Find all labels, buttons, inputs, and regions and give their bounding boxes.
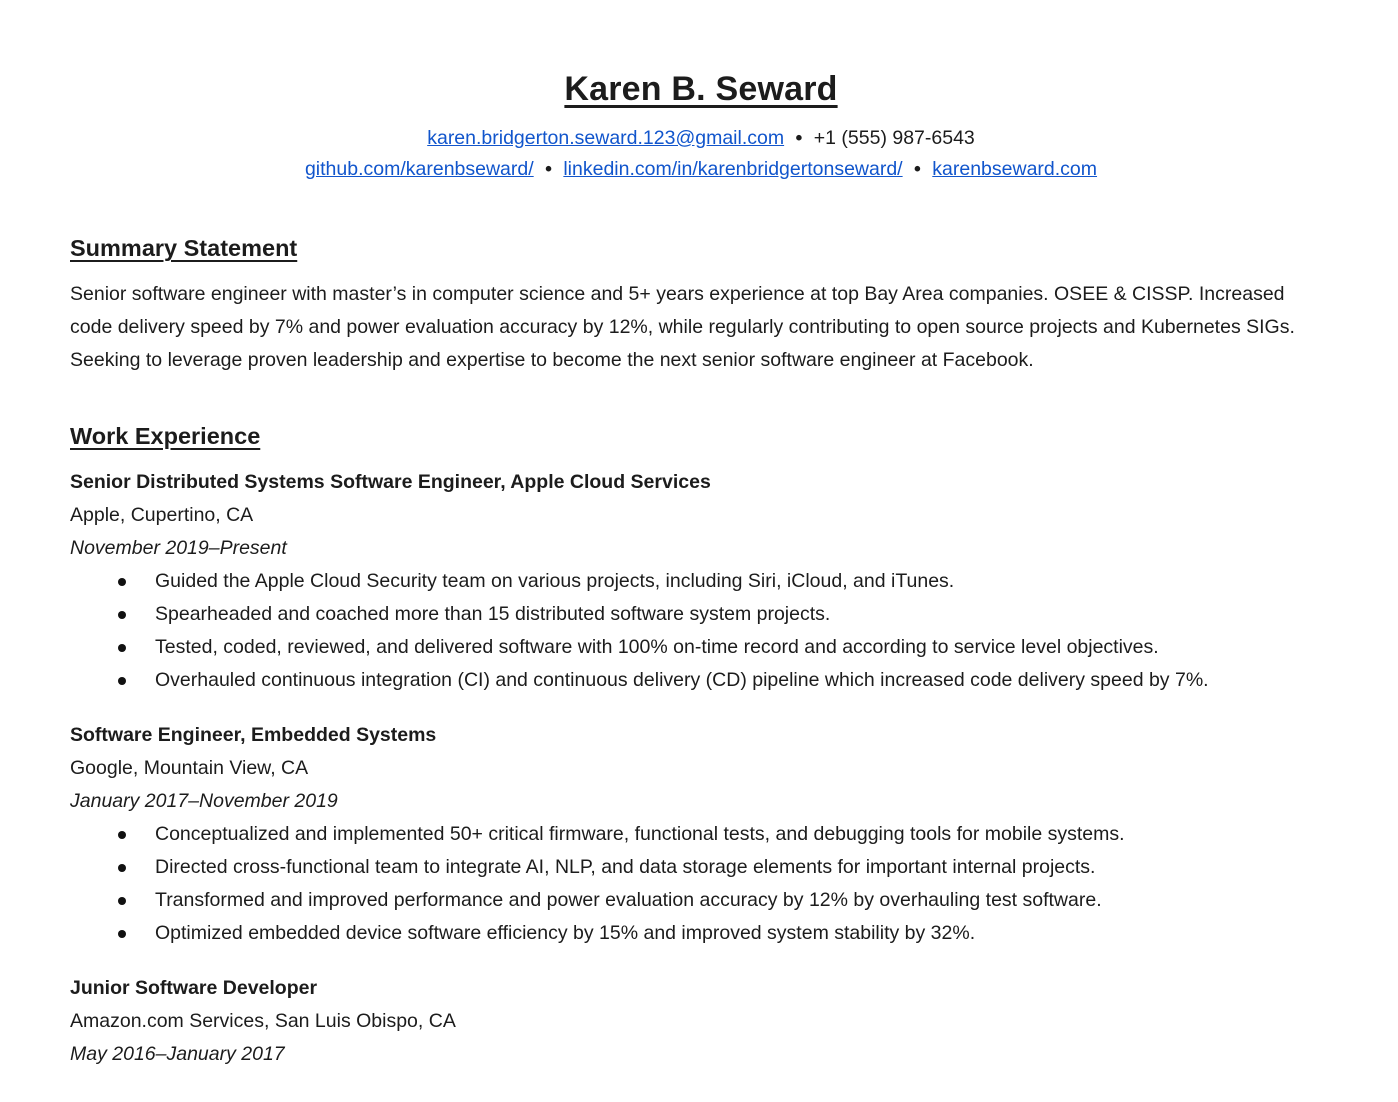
job-dates: January 2017–November 2019 bbox=[70, 790, 338, 812]
work-experience-heading: Work Experience bbox=[70, 423, 261, 449]
github-link[interactable]: github.com/karenbseward/ bbox=[304, 158, 534, 180]
job-company: Google, Mountain View, CA bbox=[70, 757, 309, 779]
resume-header bbox=[70, 70, 1332, 185]
phone-number: +1 (555) 987-6543 bbox=[813, 127, 975, 149]
job-entry bbox=[70, 719, 1332, 950]
bullet-item: Optimized embedded device software efficiency by 15% and improved system stability by 32%. bbox=[70, 917, 1332, 950]
job-company: Amazon.com Services, San Luis Obispo, CA bbox=[70, 1010, 456, 1032]
bullet-item: Guided the Apple Cloud Security team on various projects, including Siri, iCloud, and iTunes. bbox=[70, 565, 1332, 598]
bullet-separator: • bbox=[795, 127, 803, 149]
job-title: Software Engineer, Embedded Systems bbox=[70, 724, 437, 746]
bullet-item: Conceptualized and implemented 50+ critical firmware, functional tests, and debugging tools for mobile systems. bbox=[70, 818, 1332, 851]
bullet-item: Directed cross-functional team to integrate AI, NLP, and data storage elements for important internal projects. bbox=[70, 851, 1332, 884]
bullet-separator: • bbox=[914, 158, 921, 180]
bullet-item: Spearheaded and coached more than 15 distributed software system projects. bbox=[70, 598, 1332, 631]
summary-heading: Summary Statement bbox=[70, 235, 298, 261]
website-link[interactable]: karenbseward.com bbox=[932, 158, 1098, 180]
linkedin-link[interactable]: linkedin.com/in/karenbridgertonseward/ bbox=[563, 158, 903, 180]
summary-section bbox=[70, 235, 1332, 377]
job-bullet-list bbox=[70, 818, 1332, 950]
job-dates: May 2016–January 2017 bbox=[70, 1043, 285, 1065]
job-title: Senior Distributed Systems Software Engineer, Apple Cloud Services bbox=[70, 471, 711, 493]
summary-text: Senior software engineer with master’s in computer science and 5+ years experience at top Bay Area companies. OSEE & CISSP. Increased code delivery speed by 7% and power evaluation accuracy by 12%, while regularly contributing to open source projects and Kubernetes SIGs. Seeking to leverage proven leadership and expertise to become the next senior software engineer at Facebook. bbox=[70, 283, 1295, 371]
bullet-separator: • bbox=[545, 158, 552, 180]
job-title: Junior Software Developer bbox=[70, 977, 318, 999]
page-title: Karen B. Seward bbox=[564, 70, 838, 108]
email-link[interactable]: karen.bridgerton.seward.123@gmail.com bbox=[427, 127, 785, 149]
contact-line-secondary bbox=[70, 154, 1332, 185]
contact-line-primary bbox=[70, 123, 1332, 154]
work-experience-section bbox=[70, 423, 1332, 1071]
job-dates: November 2019–Present bbox=[70, 537, 287, 559]
job-company: Apple, Cupertino, CA bbox=[70, 504, 254, 526]
bullet-item: Overhauled continuous integration (CI) and continuous delivery (CD) pipeline which increased code delivery speed by 7%. bbox=[70, 664, 1332, 697]
job-entry bbox=[70, 466, 1332, 697]
bullet-item: Transformed and improved performance and power evaluation accuracy by 12% by overhauling test software. bbox=[70, 884, 1332, 917]
job-entry bbox=[70, 972, 1332, 1071]
bullet-item: Tested, coded, reviewed, and delivered software with 100% on-time record and according to service level objectives. bbox=[70, 631, 1332, 664]
job-bullet-list bbox=[70, 565, 1332, 697]
